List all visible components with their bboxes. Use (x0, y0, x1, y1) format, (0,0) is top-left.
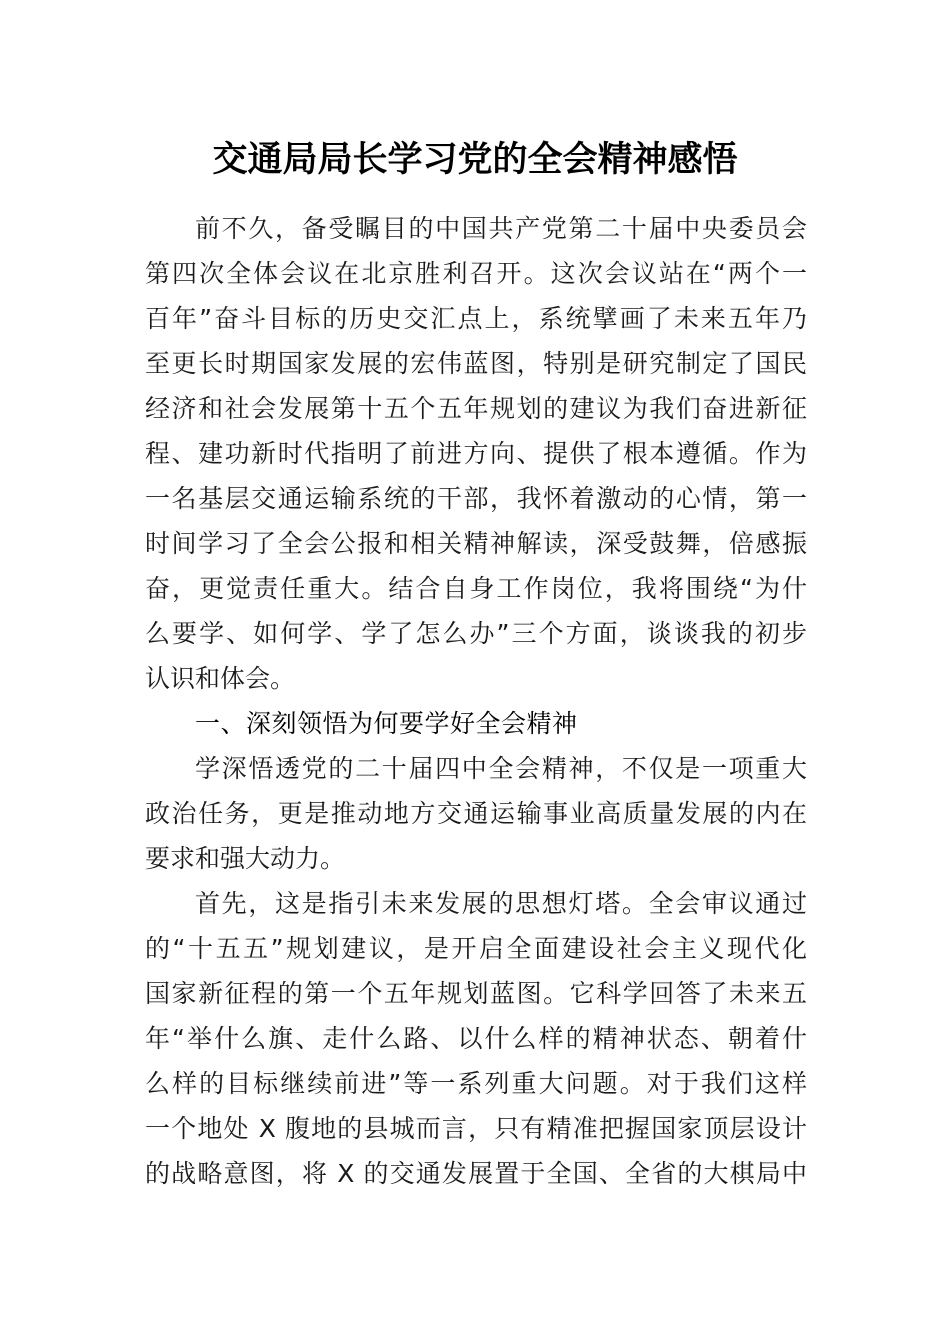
document-body (145, 206, 807, 1196)
text-line: 百年”奋斗目标的历史交汇点上，系统擘画了未来五年乃 (145, 304, 807, 333)
paragraph-section-1-intro (145, 746, 807, 881)
document-title: 交通局局长学习党的全会精神感悟 (212, 139, 738, 181)
text-line: 政治任务，更是推动地方交通运输事业高质量发展的内在 (145, 799, 807, 828)
text-line: 要求和强大动力。 (145, 844, 346, 873)
text-line: 至更长时期国家发展的宏伟蓝图，特别是研究制定了国民 (145, 349, 807, 378)
paragraph-section-1-first-point (145, 881, 807, 1196)
text-line: 年“举什么旗、走什么路、以什么样的精神状态、朝着什 (145, 1024, 807, 1053)
paragraph-intro (145, 206, 807, 701)
text-line: 国家新征程的第一个五年规划蓝图。它科学回答了未来五 (145, 979, 807, 1008)
text-line: 一名基层交通运输系统的干部，我怀着激动的心情，第一 (145, 484, 807, 513)
text-line: 经济和社会发展第十五个五年规划的建议为我们奋进新征 (145, 394, 807, 423)
section-heading-1: 一、深刻领悟为何要学好全会精神 (195, 709, 578, 738)
text-line: 么样的目标继续前进”等一系列重大问题。对于我们这样 (145, 1069, 807, 1098)
text-line: 的战略意图，将 X 的交通发展置于全国、全省的大棋局中 (145, 1159, 807, 1188)
text-line: 第四次全体会议在北京胜利召开。这次会议站在“两个一 (145, 259, 807, 288)
text-line: 的“十五五”规划建议，是开启全面建设社会主义现代化 (145, 934, 807, 963)
text-line: 首先，这是指引未来发展的思想灯塔。全会审议通过 (195, 889, 807, 918)
text-line: 认识和体会。 (145, 664, 296, 693)
text-line: 奋，更觉责任重大。结合自身工作岗位，我将围绕“为什 (145, 574, 807, 603)
text-line: 一个地处 X 腹地的县城而言，只有精准把握国家顶层设计 (145, 1114, 807, 1143)
text-line: 学深悟透党的二十届四中全会精神，不仅是一项重大 (195, 754, 807, 783)
text-line: 前不久，备受瞩目的中国共产党第二十届中央委员会 (195, 214, 807, 243)
text-line: 程、建功新时代指明了前进方向、提供了根本遵循。作为 (145, 439, 807, 468)
text-line: 时间学习了全会公报和相关精神解读，深受鼓舞，倍感振 (145, 529, 807, 558)
text-line: 么要学、如何学、学了怎么办”三个方面，谈谈我的初步 (145, 619, 807, 648)
